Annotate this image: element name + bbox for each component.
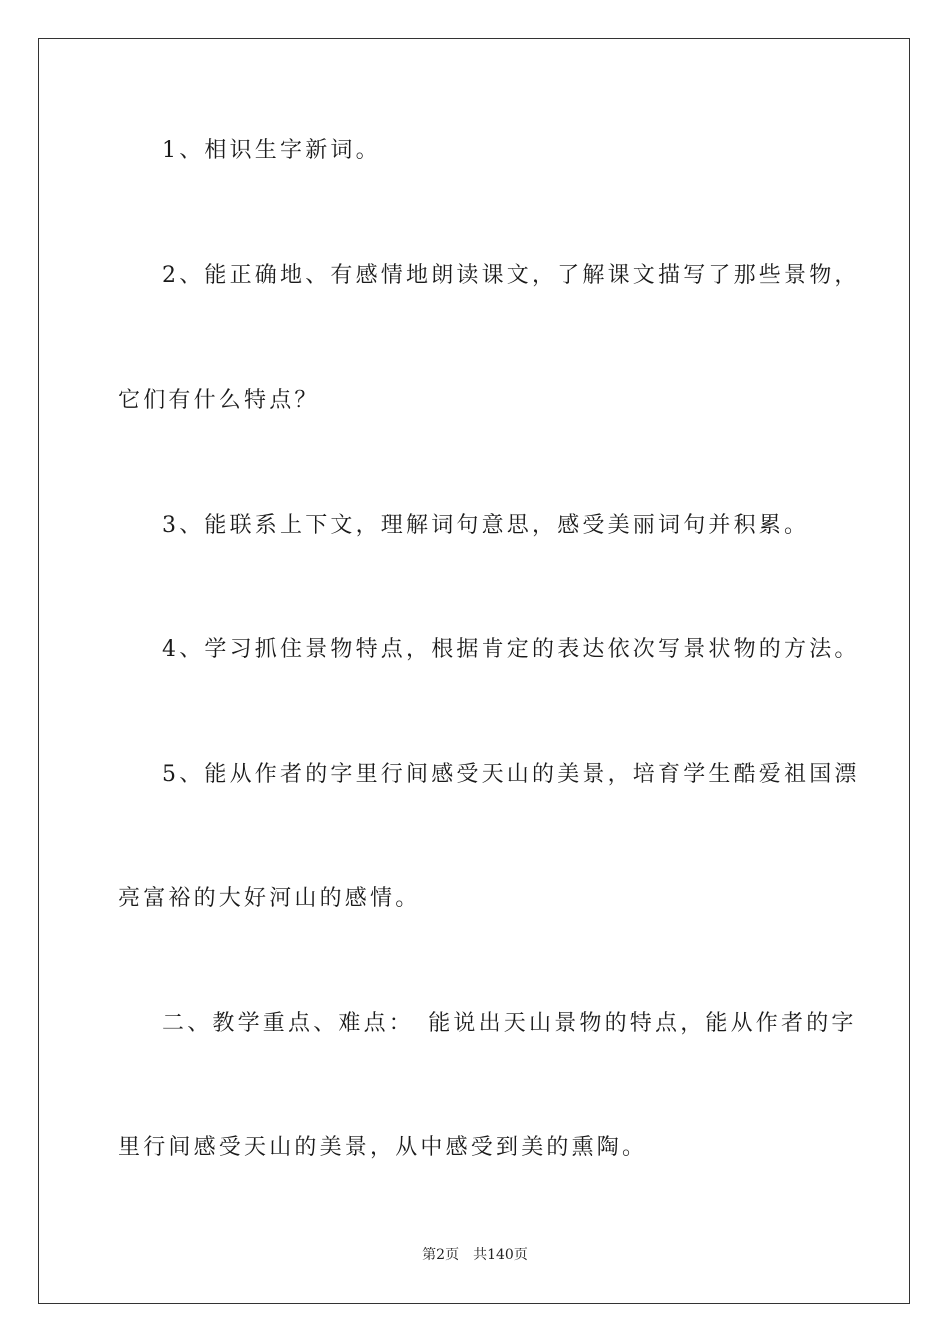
objective-3: 3、能联系上下文，理解词句意思，感受美丽词句并积累。 xyxy=(162,513,810,538)
objective-2-line-2: 它们有什么特点？ xyxy=(118,388,320,413)
page-footer xyxy=(0,1246,950,1264)
key-points-line-1: 二、教学重点、难点： 能说出天山景物的特点，能从作者的字 xyxy=(162,1011,857,1036)
objective-5-line-1: 5、能从作者的字里行间感受天山的美景，培育学生酷爱祖国漂 xyxy=(162,762,860,787)
key-points-line-2: 里行间感受天山的美景，从中感受到美的熏陶。 xyxy=(118,1135,648,1160)
page-frame xyxy=(38,38,910,1304)
objective-5-line-2: 亮富裕的大好河山的感情。 xyxy=(118,886,421,911)
page-total: 共140页 xyxy=(473,1247,528,1263)
objective-2-line-1: 2、能正确地、有感情地朗读课文，了解课文描写了那些景物， xyxy=(162,263,860,288)
page-number: 第2页 xyxy=(422,1247,460,1263)
objective-1: 1、相识生字新词。 xyxy=(162,138,381,163)
objective-4: 4、学习抓住景物特点，根据肯定的表达依次写景状物的方法。 xyxy=(162,637,860,662)
